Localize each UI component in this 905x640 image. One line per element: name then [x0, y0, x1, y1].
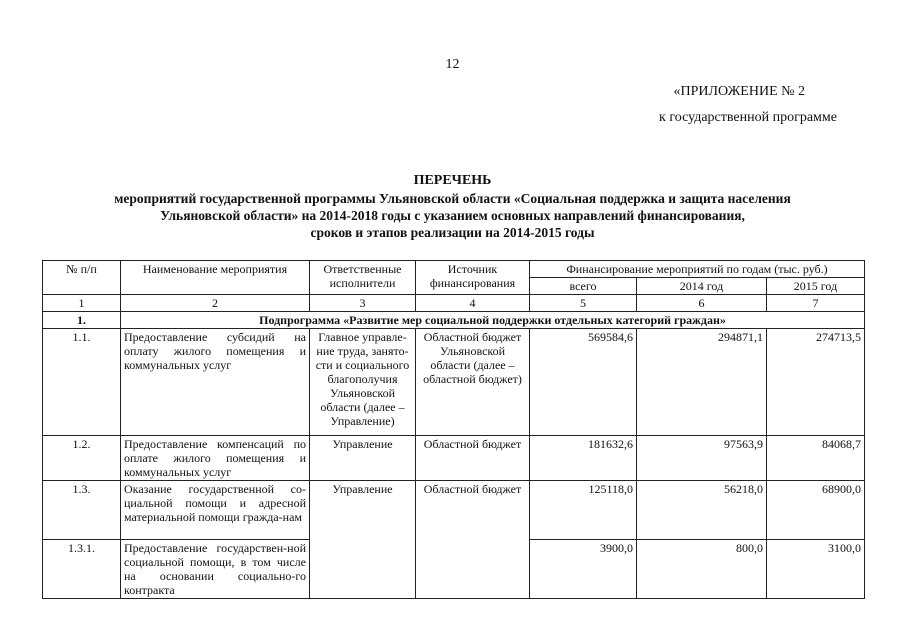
col-number: 7: [767, 295, 865, 312]
section-num: 1.: [43, 312, 121, 329]
measures-table: [42, 260, 865, 599]
col-number: 6: [637, 295, 767, 312]
column-number-row: [43, 295, 865, 312]
row-total: 3900,0: [530, 540, 637, 599]
row-total: 181632,6: [530, 436, 637, 481]
row-executor: Главное управле-ние труда, занято-сти и социального благополучия Ульяновской области (далее – Управление): [310, 329, 416, 436]
row-executor: Управление: [310, 481, 416, 599]
subtitle-line-2: Ульяновской области» на 2014-2018 годы с указанием основных направлений финансирования,: [160, 208, 745, 223]
table-row: [43, 436, 865, 481]
header-name: Наименование мероприятия: [121, 261, 310, 295]
header-num: № п/п: [43, 261, 121, 295]
row-source: Областной бюджет Ульяновской области (далее – областной бюджет): [416, 329, 530, 436]
section-title: Подпрограмма «Развитие мер социальной поддержки отдельных категорий граждан»: [121, 312, 865, 329]
col-number: 1: [43, 295, 121, 312]
row-2014: 294871,1: [637, 329, 767, 436]
row-num: 1.3.1.: [43, 540, 121, 599]
row-source: Областной бюджет: [416, 481, 530, 599]
header-2014: 2014 год: [637, 278, 767, 295]
table-row: [43, 329, 865, 436]
appendix-label: «ПРИЛОЖЕНИЕ № 2: [673, 84, 805, 99]
row-2014: 97563,9: [637, 436, 767, 481]
page-number: 12: [445, 57, 460, 72]
document-title: ПЕРЕЧЕНЬ: [413, 173, 492, 188]
document-subtitle: [70, 190, 835, 241]
subtitle-line-1: мероприятий государственной программы Ульяновской области «Социальная поддержка и защита населения: [114, 191, 791, 206]
section-row: [43, 312, 865, 329]
row-2014: 800,0: [637, 540, 767, 599]
row-2015: 3100,0: [767, 540, 865, 599]
row-name: Оказание государственной со-циальной помощи и адресной материальной помощи гражда-нам: [121, 481, 310, 540]
col-number: 3: [310, 295, 416, 312]
row-2015: 84068,7: [767, 436, 865, 481]
row-2015: 68900,0: [767, 481, 865, 540]
header-executors: Ответственные исполнители: [310, 261, 416, 295]
subtitle-line-3: сроков и этапов реализации на 2014-2015 годы: [310, 225, 595, 240]
row-total: 569584,6: [530, 329, 637, 436]
row-executor: Управление: [310, 436, 416, 481]
header-total: всего: [530, 278, 637, 295]
appendix-reference: к государственной программе: [659, 110, 837, 125]
header-2015: 2015 год: [767, 278, 865, 295]
row-name: Предоставление субсидий на оплату жилого помещения и коммунальных услуг: [121, 329, 310, 436]
row-source: Областной бюджет: [416, 436, 530, 481]
col-number: 4: [416, 295, 530, 312]
col-number: 2: [121, 295, 310, 312]
row-name: Предоставление государствен-ной социальной помощи, в том числе на основании социально-го контракта: [121, 540, 310, 599]
row-num: 1.3.: [43, 481, 121, 540]
row-2015: 274713,5: [767, 329, 865, 436]
header-row-1: [43, 261, 865, 278]
col-number: 5: [530, 295, 637, 312]
row-2014: 56218,0: [637, 481, 767, 540]
header-funding: Финансирование мероприятий по годам (тыс. руб.): [530, 261, 865, 278]
header-source: Источник финансирования: [416, 261, 530, 295]
row-total: 125118,0: [530, 481, 637, 540]
row-num: 1.2.: [43, 436, 121, 481]
row-num: 1.1.: [43, 329, 121, 436]
table-row: [43, 481, 865, 540]
row-name: Предоставление компенсаций по оплате жилого помещения и коммунальных услуг: [121, 436, 310, 481]
